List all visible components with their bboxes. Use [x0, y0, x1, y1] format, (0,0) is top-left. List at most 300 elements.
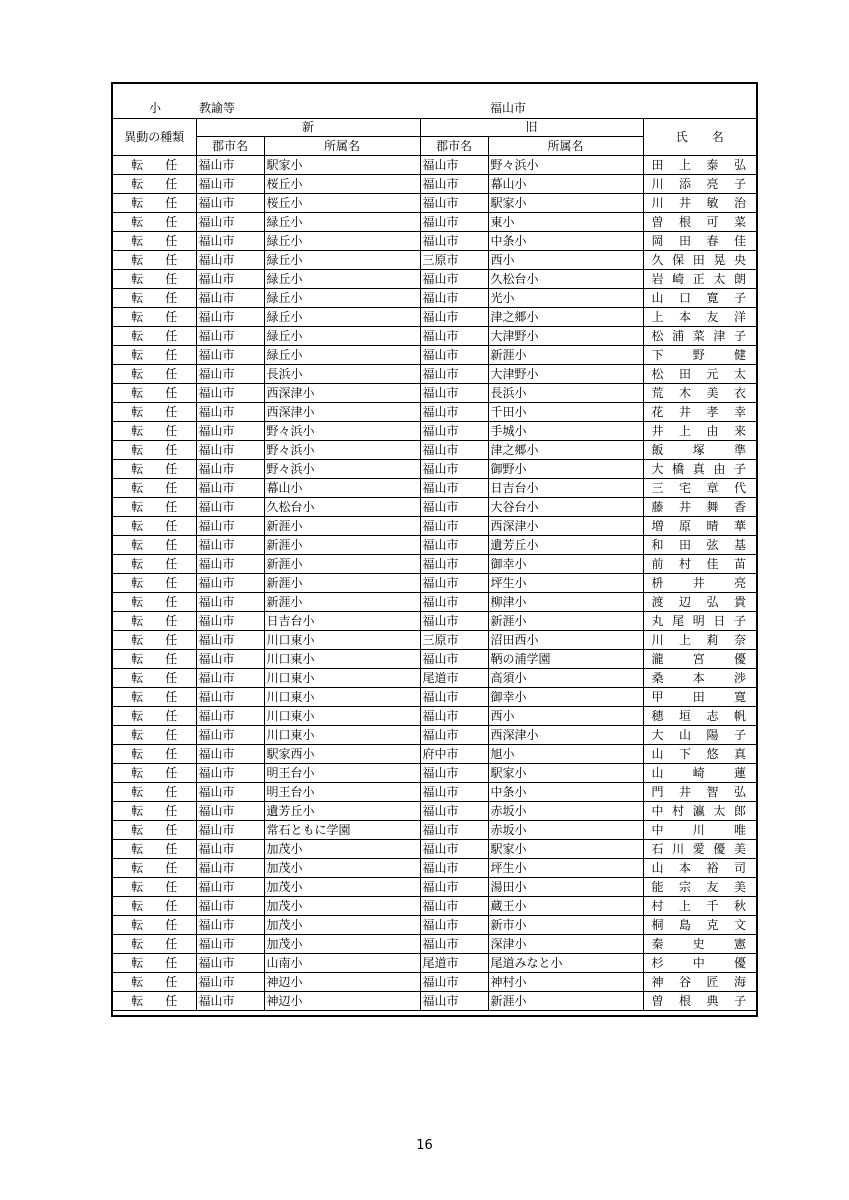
- old-city-cell: 福山市: [420, 992, 488, 1011]
- old-city-cell: 福山市: [420, 935, 488, 954]
- change-type-cell: 転 任: [113, 460, 196, 479]
- old-city-cell: 三原市: [420, 631, 488, 650]
- name-cell: 村 上 千 秋: [643, 897, 756, 916]
- change-type-cell: 転 任: [113, 270, 196, 289]
- old-city-cell: 福山市: [420, 403, 488, 422]
- old-school-cell: 駅家小: [488, 840, 643, 859]
- change-type-cell: 転 任: [113, 992, 196, 1011]
- new-school-cell: 常石ともに学園: [264, 821, 420, 840]
- old-city-cell: 福山市: [420, 707, 488, 726]
- old-school-cell: 湯田小: [488, 878, 643, 897]
- change-type-cell: 転 任: [113, 821, 196, 840]
- new-city-cell: 福山市: [196, 726, 264, 745]
- city-label: 福山市: [490, 101, 527, 115]
- new-city-cell: 福山市: [196, 764, 264, 783]
- change-type-cell: 転 任: [113, 327, 196, 346]
- name-cell: 松 田 元 太: [643, 365, 756, 384]
- old-school-cell: 千田小: [488, 403, 643, 422]
- change-type-cell: 転 任: [113, 289, 196, 308]
- name-cell: 飯 塚 準: [643, 441, 756, 460]
- change-type-cell: 転 任: [113, 859, 196, 878]
- name-cell: 山 下 悠 真: [643, 745, 756, 764]
- table-row: [113, 897, 756, 916]
- new-school-cell: 久松台小: [264, 498, 420, 517]
- table-row: [113, 593, 756, 612]
- new-district-header: 郡市名: [196, 137, 264, 156]
- new-city-cell: 福山市: [196, 460, 264, 479]
- name-cell: 穂 垣 志 帆: [643, 707, 756, 726]
- sheet-title-bar: [113, 84, 756, 119]
- old-school-cell: 御幸小: [488, 688, 643, 707]
- old-school-cell: 新涯小: [488, 992, 643, 1011]
- new-city-cell: 福山市: [196, 897, 264, 916]
- old-school-cell: 遺芳丘小: [488, 536, 643, 555]
- table-row: [113, 517, 756, 536]
- table-row: [113, 384, 756, 403]
- old-school-cell: 西小: [488, 251, 643, 270]
- new-school-cell: 幕山小: [264, 479, 420, 498]
- name-cell: 瀧 宮 優: [643, 650, 756, 669]
- old-city-cell: 福山市: [420, 783, 488, 802]
- new-school-cell: 明王台小: [264, 764, 420, 783]
- old-city-cell: 福山市: [420, 232, 488, 251]
- old-school-cell: 御幸小: [488, 555, 643, 574]
- old-city-cell: 尾道市: [420, 669, 488, 688]
- new-city-cell: 福山市: [196, 517, 264, 536]
- name-cell: 川 上 莉 奈: [643, 631, 756, 650]
- new-school-cell: 川口東小: [264, 669, 420, 688]
- old-school-cell: 幕山小: [488, 175, 643, 194]
- new-school-cell: 長浜小: [264, 365, 420, 384]
- name-cell: 杉 中 優: [643, 954, 756, 973]
- new-school-cell: 加茂小: [264, 897, 420, 916]
- old-school-header: 所属名: [488, 137, 643, 156]
- old-city-cell: 尾道市: [420, 954, 488, 973]
- table-row: [113, 745, 756, 764]
- table-row: [113, 973, 756, 992]
- new-school-cell: 加茂小: [264, 916, 420, 935]
- change-type-cell: 転 任: [113, 403, 196, 422]
- old-city-cell: 福山市: [420, 840, 488, 859]
- table-row: [113, 308, 756, 327]
- old-school-cell: 赤坂小: [488, 821, 643, 840]
- change-type-cell: 転 任: [113, 441, 196, 460]
- old-school-cell: 駅家小: [488, 764, 643, 783]
- new-city-cell: 福山市: [196, 403, 264, 422]
- table-row: [113, 479, 756, 498]
- old-city-cell: 福山市: [420, 289, 488, 308]
- new-city-cell: 福山市: [196, 327, 264, 346]
- name-cell: 曽 根 可 菜: [643, 213, 756, 232]
- new-city-cell: 福山市: [196, 232, 264, 251]
- change-type-cell: 転 任: [113, 612, 196, 631]
- new-city-cell: 福山市: [196, 555, 264, 574]
- name-cell: 甲 田 寛: [643, 688, 756, 707]
- change-type-cell: 転 任: [113, 593, 196, 612]
- old-school-cell: 柳津小: [488, 593, 643, 612]
- table-row: [113, 498, 756, 517]
- new-school-cell: 神辺小: [264, 973, 420, 992]
- old-city-cell: 福山市: [420, 213, 488, 232]
- change-type-cell: 転 任: [113, 555, 196, 574]
- new-school-cell: 緑丘小: [264, 346, 420, 365]
- name-cell: 上 本 友 洋: [643, 308, 756, 327]
- old-school-cell: 光小: [488, 289, 643, 308]
- name-cell: 藤 井 舞 香: [643, 498, 756, 517]
- old-school-cell: 東小: [488, 213, 643, 232]
- new-city-cell: 福山市: [196, 251, 264, 270]
- name-cell: 桐 島 克 文: [643, 916, 756, 935]
- old-city-cell: 福山市: [420, 422, 488, 441]
- new-school-cell: 緑丘小: [264, 327, 420, 346]
- old-city-cell: 福山市: [420, 650, 488, 669]
- change-type-cell: 転 任: [113, 479, 196, 498]
- change-type-cell: 転 任: [113, 365, 196, 384]
- old-city-cell: 福山市: [420, 973, 488, 992]
- new-city-cell: 福山市: [196, 536, 264, 555]
- name-cell: 山 口 寛 子: [643, 289, 756, 308]
- name-cell: 山 本 裕 司: [643, 859, 756, 878]
- new-school-cell: 遺芳丘小: [264, 802, 420, 821]
- new-city-cell: 福山市: [196, 479, 264, 498]
- table-row: [113, 726, 756, 745]
- change-type-cell: 転 任: [113, 745, 196, 764]
- school-type-label: 小: [149, 101, 162, 115]
- new-city-cell: 福山市: [196, 384, 264, 403]
- old-city-cell: 福山市: [420, 555, 488, 574]
- new-school-cell: 西深津小: [264, 384, 420, 403]
- new-school-cell: 川口東小: [264, 726, 420, 745]
- new-city-cell: 福山市: [196, 650, 264, 669]
- old-school-cell: 新涯小: [488, 346, 643, 365]
- old-school-cell: 沼田西小: [488, 631, 643, 650]
- old-school-cell: 神村小: [488, 973, 643, 992]
- new-city-cell: 福山市: [196, 574, 264, 593]
- new-city-cell: 福山市: [196, 669, 264, 688]
- new-school-cell: 新涯小: [264, 555, 420, 574]
- change-type-header: 異動の種類: [113, 118, 196, 156]
- old-city-cell: 福山市: [420, 270, 488, 289]
- new-city-cell: 福山市: [196, 441, 264, 460]
- old-city-cell: 福山市: [420, 593, 488, 612]
- old-school-cell: 野々浜小: [488, 156, 643, 175]
- table-row: [113, 327, 756, 346]
- new-city-cell: 福山市: [196, 365, 264, 384]
- name-cell: 曽 根 典 子: [643, 992, 756, 1011]
- name-cell: 荒 木 美 衣: [643, 384, 756, 403]
- change-type-cell: 転 任: [113, 175, 196, 194]
- name-cell: 秦 史 憲: [643, 935, 756, 954]
- name-cell: 桑 本 渉: [643, 669, 756, 688]
- old-school-cell: 新涯小: [488, 612, 643, 631]
- change-type-cell: 転 任: [113, 574, 196, 593]
- change-type-cell: 転 任: [113, 517, 196, 536]
- old-school-cell: 中条小: [488, 232, 643, 251]
- name-cell: 前 村 佳 苗: [643, 555, 756, 574]
- old-city-cell: 福山市: [420, 859, 488, 878]
- change-type-cell: 転 任: [113, 954, 196, 973]
- table-row: [113, 954, 756, 973]
- change-type-cell: 転 任: [113, 156, 196, 175]
- old-city-cell: 福山市: [420, 764, 488, 783]
- old-school-cell: 深津小: [488, 935, 643, 954]
- name-cell: 枡 井 亮: [643, 574, 756, 593]
- new-city-cell: 福山市: [196, 973, 264, 992]
- old-school-cell: 長浜小: [488, 384, 643, 403]
- name-cell: 久 保 田 晃 央: [643, 251, 756, 270]
- old-school-cell: 西深津小: [488, 726, 643, 745]
- new-school-cell: 駅家小: [264, 156, 420, 175]
- change-type-cell: 転 任: [113, 422, 196, 441]
- new-city-cell: 福山市: [196, 213, 264, 232]
- change-type-cell: 転 任: [113, 308, 196, 327]
- new-school-cell: 新涯小: [264, 536, 420, 555]
- table-row: [113, 422, 756, 441]
- new-city-cell: 福山市: [196, 346, 264, 365]
- change-type-cell: 転 任: [113, 213, 196, 232]
- table-row: [113, 213, 756, 232]
- old-school-cell: 高須小: [488, 669, 643, 688]
- change-type-cell: 転 任: [113, 536, 196, 555]
- new-school-cell: 緑丘小: [264, 289, 420, 308]
- name-cell: 渡 辺 弘 貴: [643, 593, 756, 612]
- change-type-cell: 転 任: [113, 916, 196, 935]
- new-school-cell: 神辺小: [264, 992, 420, 1011]
- old-city-cell: 福山市: [420, 156, 488, 175]
- table-body: [113, 156, 756, 1011]
- table-row: [113, 916, 756, 935]
- name-cell: 三 宅 章 代: [643, 479, 756, 498]
- new-city-cell: 福山市: [196, 308, 264, 327]
- name-cell: 川 添 亮 子: [643, 175, 756, 194]
- change-type-cell: 転 任: [113, 726, 196, 745]
- old-city-cell: 福山市: [420, 574, 488, 593]
- old-school-cell: 蔵王小: [488, 897, 643, 916]
- new-city-cell: 福山市: [196, 859, 264, 878]
- change-type-cell: 転 任: [113, 669, 196, 688]
- table-row: [113, 821, 756, 840]
- change-type-cell: 転 任: [113, 688, 196, 707]
- table-row: [113, 878, 756, 897]
- old-school-cell: 久松台小: [488, 270, 643, 289]
- change-type-cell: 転 任: [113, 251, 196, 270]
- new-city-cell: 福山市: [196, 593, 264, 612]
- old-city-cell: 福山市: [420, 612, 488, 631]
- old-city-cell: 福山市: [420, 346, 488, 365]
- new-school-cell: 野々浜小: [264, 422, 420, 441]
- new-school-cell: 桜丘小: [264, 194, 420, 213]
- page-number: 16: [416, 1138, 433, 1153]
- table-row: [113, 175, 756, 194]
- new-school-cell: 川口東小: [264, 688, 420, 707]
- new-city-cell: 福山市: [196, 802, 264, 821]
- change-type-cell: 転 任: [113, 498, 196, 517]
- new-city-cell: 福山市: [196, 422, 264, 441]
- new-city-cell: 福山市: [196, 916, 264, 935]
- old-city-cell: 三原市: [420, 251, 488, 270]
- change-type-cell: 転 任: [113, 783, 196, 802]
- name-cell: 和 田 弦 基: [643, 536, 756, 555]
- new-city-cell: 福山市: [196, 156, 264, 175]
- old-city-cell: 福山市: [420, 308, 488, 327]
- new-school-cell: 緑丘小: [264, 308, 420, 327]
- new-city-cell: 福山市: [196, 840, 264, 859]
- old-city-cell: 福山市: [420, 175, 488, 194]
- name-cell: 田 上 泰 弘: [643, 156, 756, 175]
- old-school-cell: 尾道みなと小: [488, 954, 643, 973]
- old-city-cell: 福山市: [420, 536, 488, 555]
- name-cell: 石 川 愛 優 美: [643, 840, 756, 859]
- old-school-cell: 赤坂小: [488, 802, 643, 821]
- old-school-cell: 鞆の浦学園: [488, 650, 643, 669]
- old-school-cell: 日吉台小: [488, 479, 643, 498]
- old-school-cell: 西深津小: [488, 517, 643, 536]
- name-cell: 大 橋 真 由 子: [643, 460, 756, 479]
- new-school-cell: 明王台小: [264, 783, 420, 802]
- new-city-cell: 福山市: [196, 878, 264, 897]
- old-city-cell: 福山市: [420, 460, 488, 479]
- old-school-cell: 津之郷小: [488, 308, 643, 327]
- table-row: [113, 232, 756, 251]
- name-cell: 岡 田 春 佳: [643, 232, 756, 251]
- old-city-cell: 福山市: [420, 384, 488, 403]
- new-school-header: 所属名: [264, 137, 420, 156]
- old-school-cell: 駅家小: [488, 194, 643, 213]
- table-row: [113, 441, 756, 460]
- old-city-cell: 福山市: [420, 327, 488, 346]
- table-row: [113, 669, 756, 688]
- old-city-cell: 福山市: [420, 821, 488, 840]
- old-school-cell: 坪生小: [488, 574, 643, 593]
- new-city-cell: 福山市: [196, 745, 264, 764]
- category-label: 教諭等: [199, 101, 236, 115]
- old-school-cell: 中条小: [488, 783, 643, 802]
- name-cell: 山 崎 蓮: [643, 764, 756, 783]
- name-cell: 花 井 孝 幸: [643, 403, 756, 422]
- table-row: [113, 650, 756, 669]
- table-row: [113, 289, 756, 308]
- table-row: [113, 270, 756, 289]
- new-school-cell: 加茂小: [264, 840, 420, 859]
- name-cell: 門 井 智 弘: [643, 783, 756, 802]
- new-city-cell: 福山市: [196, 498, 264, 517]
- new-school-cell: 日吉台小: [264, 612, 420, 631]
- new-school-cell: 新涯小: [264, 517, 420, 536]
- change-type-cell: 転 任: [113, 346, 196, 365]
- table-row: [113, 840, 756, 859]
- new-school-cell: 新涯小: [264, 593, 420, 612]
- personnel-table-sheet: [111, 82, 758, 1017]
- old-district-header: 郡市名: [420, 137, 488, 156]
- new-city-cell: 福山市: [196, 194, 264, 213]
- name-cell: 岩 崎 正 太 朗: [643, 270, 756, 289]
- old-school-cell: 大津野小: [488, 365, 643, 384]
- name-cell: 中 村 瀛 太 郎: [643, 802, 756, 821]
- change-type-cell: 転 任: [113, 384, 196, 403]
- old-city-cell: 福山市: [420, 802, 488, 821]
- new-school-cell: 緑丘小: [264, 251, 420, 270]
- old-city-cell: 福山市: [420, 194, 488, 213]
- old-city-cell: 福山市: [420, 897, 488, 916]
- new-city-cell: 福山市: [196, 783, 264, 802]
- table-row: [113, 707, 756, 726]
- table-row: [113, 365, 756, 384]
- change-type-cell: 転 任: [113, 764, 196, 783]
- new-header: 新: [196, 118, 420, 137]
- change-type-cell: 転 任: [113, 631, 196, 650]
- change-type-cell: 転 任: [113, 878, 196, 897]
- table-row: [113, 536, 756, 555]
- old-city-cell: 福山市: [420, 365, 488, 384]
- name-cell: 神 谷 匠 海: [643, 973, 756, 992]
- change-type-cell: 転 任: [113, 973, 196, 992]
- new-school-cell: 桜丘小: [264, 175, 420, 194]
- change-type-cell: 転 任: [113, 650, 196, 669]
- new-city-cell: 福山市: [196, 612, 264, 631]
- name-cell: 中 川 唯: [643, 821, 756, 840]
- new-school-cell: 新涯小: [264, 574, 420, 593]
- table-row: [113, 460, 756, 479]
- name-cell: 川 井 敏 治: [643, 194, 756, 213]
- new-school-cell: 加茂小: [264, 859, 420, 878]
- new-city-cell: 福山市: [196, 992, 264, 1011]
- table-row: [113, 802, 756, 821]
- table-row: [113, 346, 756, 365]
- new-city-cell: 福山市: [196, 935, 264, 954]
- new-school-cell: 西深津小: [264, 403, 420, 422]
- new-city-cell: 福山市: [196, 707, 264, 726]
- new-school-cell: 緑丘小: [264, 213, 420, 232]
- old-city-cell: 福山市: [420, 726, 488, 745]
- table-row: [113, 555, 756, 574]
- new-city-cell: 福山市: [196, 289, 264, 308]
- change-type-cell: 転 任: [113, 897, 196, 916]
- new-school-cell: 野々浜小: [264, 460, 420, 479]
- new-school-cell: 川口東小: [264, 631, 420, 650]
- table-row: [113, 612, 756, 631]
- new-school-cell: 野々浜小: [264, 441, 420, 460]
- new-school-cell: 駅家西小: [264, 745, 420, 764]
- table-row: [113, 764, 756, 783]
- change-type-cell: 転 任: [113, 802, 196, 821]
- name-cell: 下 野 健: [643, 346, 756, 365]
- old-school-cell: 大谷台小: [488, 498, 643, 517]
- new-school-cell: 川口東小: [264, 650, 420, 669]
- new-city-cell: 福山市: [196, 688, 264, 707]
- name-cell: 増 原 晴 華: [643, 517, 756, 536]
- new-city-cell: 福山市: [196, 631, 264, 650]
- old-city-cell: 福山市: [420, 878, 488, 897]
- table-row: [113, 631, 756, 650]
- new-school-cell: 加茂小: [264, 878, 420, 897]
- new-city-cell: 福山市: [196, 270, 264, 289]
- old-city-cell: 福山市: [420, 441, 488, 460]
- old-city-cell: 福山市: [420, 498, 488, 517]
- table-row: [113, 783, 756, 802]
- new-city-cell: 福山市: [196, 954, 264, 973]
- old-school-cell: 大津野小: [488, 327, 643, 346]
- table-row: [113, 156, 756, 175]
- old-school-cell: 津之郷小: [488, 441, 643, 460]
- old-city-cell: 福山市: [420, 916, 488, 935]
- table-row: [113, 194, 756, 213]
- old-school-cell: 新市小: [488, 916, 643, 935]
- table-row: [113, 688, 756, 707]
- name-cell: 大 山 陽 子: [643, 726, 756, 745]
- old-city-cell: 福山市: [420, 517, 488, 536]
- old-header: 旧: [420, 118, 643, 137]
- old-school-cell: 手城小: [488, 422, 643, 441]
